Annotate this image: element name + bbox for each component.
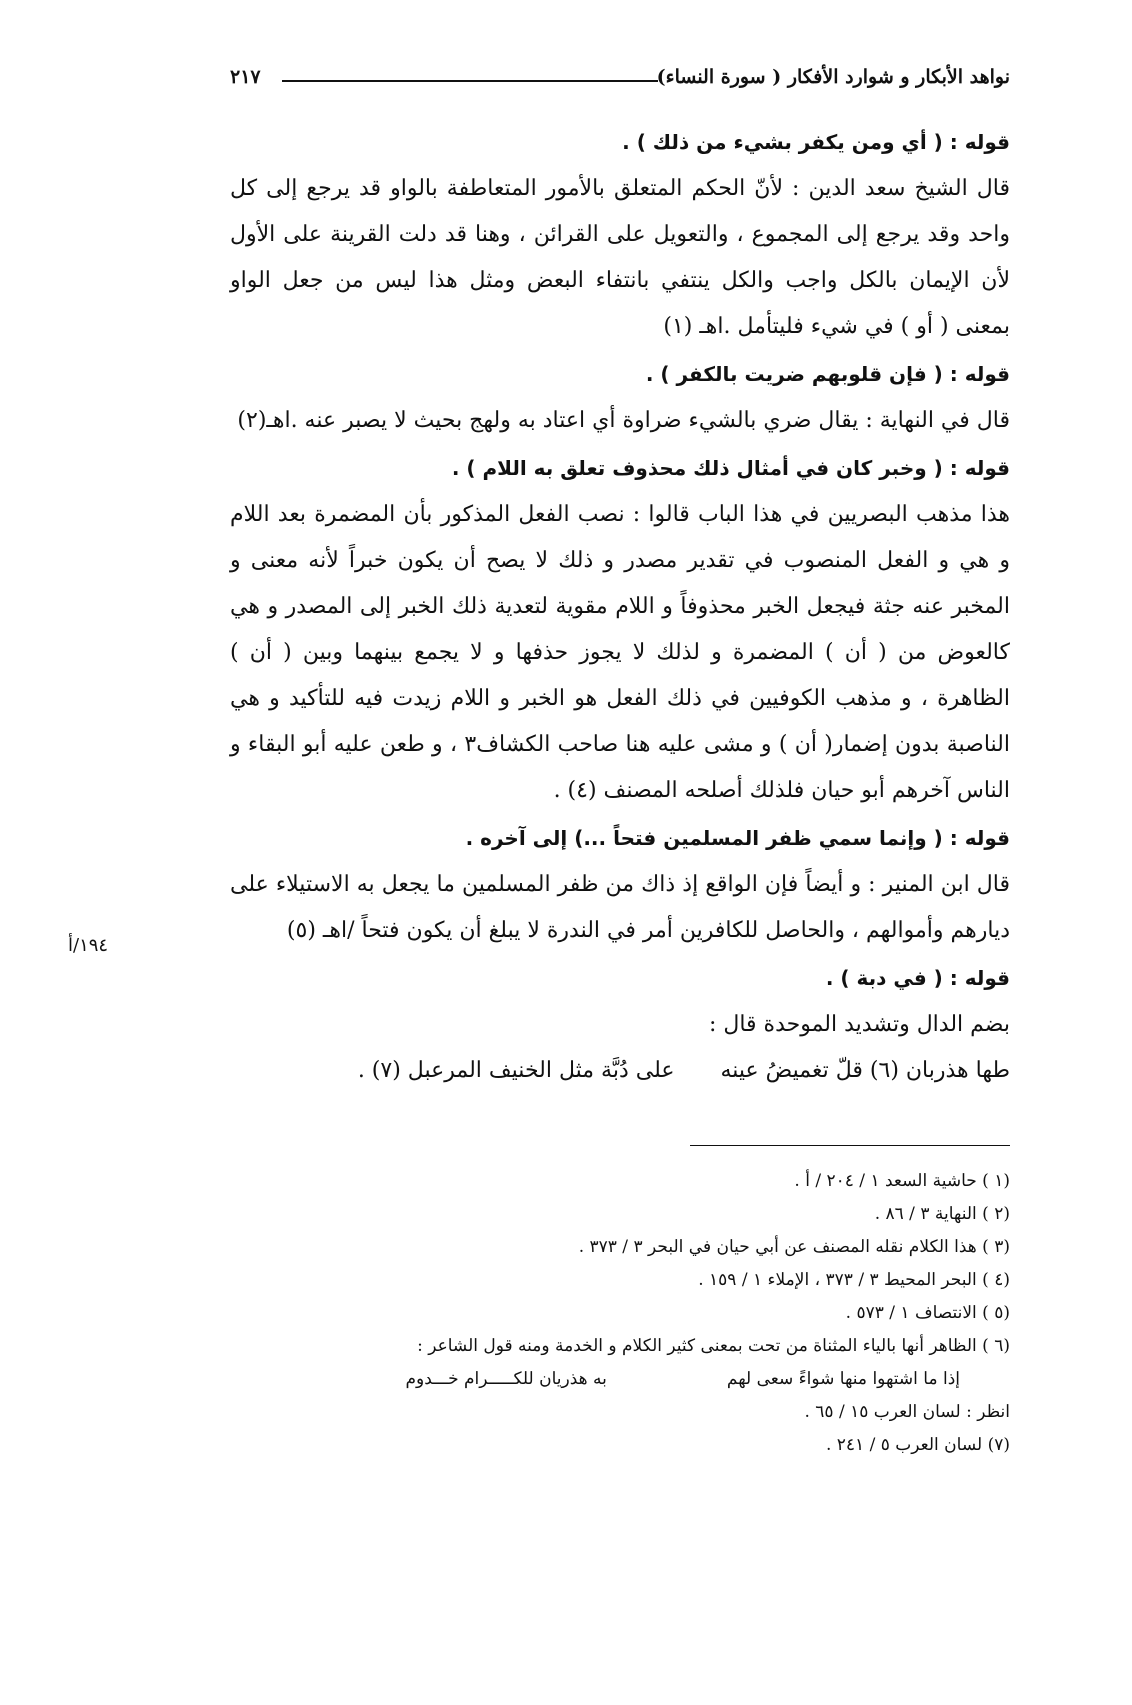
- footnote-6-reference: انظر : لسان العرب ١٥ / ٦٥ .: [804, 1402, 1010, 1422]
- footnote-6: (٦ ) الظاهر أنها بالياء المثناة من تحت بمعنى كثير الكلام و الخدمة ومنه قول الشاعر :: [417, 1336, 1010, 1356]
- footnote-separator: [690, 1145, 1010, 1146]
- footnote-7: (٧) لسان العرب ٥ / ٢٤١ .: [825, 1435, 1010, 1455]
- footnote-6-verse: [230, 1363, 1010, 1396]
- poetry-verse: [230, 1048, 1010, 1094]
- footnote-verse-second: به هذريان للكـــــرام خـــدوم: [405, 1369, 607, 1389]
- header-rule: [282, 80, 658, 82]
- verse-second-hemistich: على دُبَّة مثل الخنيف المرعبل (٧) .: [357, 1058, 675, 1083]
- main-text: [230, 128, 1010, 1094]
- footnotes: [230, 1165, 1010, 1462]
- section-heading-4: قوله : ( وإنما سمي ظفر المسلمين فتحاً ...) إلى آخره .: [465, 826, 1010, 850]
- manuscript-folio-note: ١٩٤/أ: [68, 935, 109, 956]
- paragraph-5: بضم الدال وتشديد الموحدة قال :: [708, 1012, 1010, 1037]
- section-heading-3: قوله : ( وخبر كان في أمثال ذلك محذوف تعلق به اللام ) .: [451, 456, 1010, 480]
- footnote-1: (١ ) حاشية السعد ١ / ٢٠٤ / أ .: [794, 1171, 1010, 1191]
- footnote-4: (٤ ) البحر المحيط ٣ / ٣٧٣ ، الإملاء ١ / ١٥٩ .: [698, 1270, 1010, 1290]
- paragraph-1: قال الشيخ سعد الدين : لأنّ الحكم المتعلق بالأمور المتعاطفة بالواو قد يرجع إلى كل واحد وقد يرجع إلى المجموع ، والتعويل على القرائن ، وهنا قد دلت القرينة على الأول لأن الإيمان بالكل واجب والكل ينتفي بانتفاء البعض ومثل هذا ليس من جعل الواو بمعنى ( أو ) في شيء فليتأمل .اهـ (١): [230, 176, 1010, 339]
- section-heading-1: قوله : ( أي ومن يكفر بشيء من ذلك ) .: [622, 130, 1010, 154]
- verse-first-hemistich: طها هذربان (٦) قلّ تغميضُ عينه: [720, 1058, 1010, 1083]
- running-header: [230, 66, 1010, 96]
- header-title: نواهد الأبكار و شوارد الأفكار ( سورة النساء): [656, 66, 1010, 88]
- section-heading-2: قوله : ( فإن قلوبهم ضريت بالكفر ) .: [645, 362, 1010, 386]
- paragraph-3: هذا مذهب البصريين في هذا الباب قالوا : نصب الفعل المذكور بأن المضمرة بعد اللام و هي و الفعل المنصوب في تقدير مصدر و ذلك لا يصح أن يكون خبراً لأنه معنى و المخبر عنه جثة فيجعل الخبر محذوفاً و اللام مقوية لتعدية ذلك الخبر إلى المصدر و هي كالعوض من ( أن ) المضمرة و لذلك لا يجوز حذفها و لا يجمع بينهما وبين ( أن ) الظاهرة ، و مذهب الكوفيين في ذلك الفعل هو الخبر و اللام زيدت فيه للتأكيد و هي الناصبة بدون إضمار( أن ) و مشى عليه هنا صاحب الكشاف٣ ، و طعن عليه أبو البقاء و الناس آخرهم أبو حيان فلذلك أصلحه المصنف (٤) .: [230, 502, 1010, 803]
- footnote-verse-first: إذا ما اشتهوا منها شواءً سعى لهم: [726, 1369, 960, 1389]
- footnote-2: (٢ ) النهاية ٣ / ٨٦ .: [874, 1204, 1010, 1224]
- footnote-5: (٥ ) الانتصاف ١ / ٥٧٣ .: [845, 1303, 1010, 1323]
- paragraph-4: قال ابن المنير : و أيضاً فإن الواقع إذ ذاك من ظفر المسلمين ما يجعل به الاستيلاء على ديارهم وأموالهم ، والحاصل للكافرين أمر في الندرة لا يبلغ أن يكون فتحاً /اهـ (٥): [230, 872, 1010, 943]
- footnote-3: (٣ ) هذا الكلام نقله المصنف عن أبي حيان في البحر ٣ / ٣٧٣ .: [578, 1237, 1010, 1257]
- page-number: ٢١٧: [230, 66, 261, 88]
- section-heading-5: قوله : ( في دبة ) .: [825, 966, 1010, 990]
- paragraph-2: قال في النهاية : يقال ضري بالشيء ضراوة أي اعتاد به ولهج بحيث لا يصبر عنه .اهـ(٢): [237, 408, 1010, 433]
